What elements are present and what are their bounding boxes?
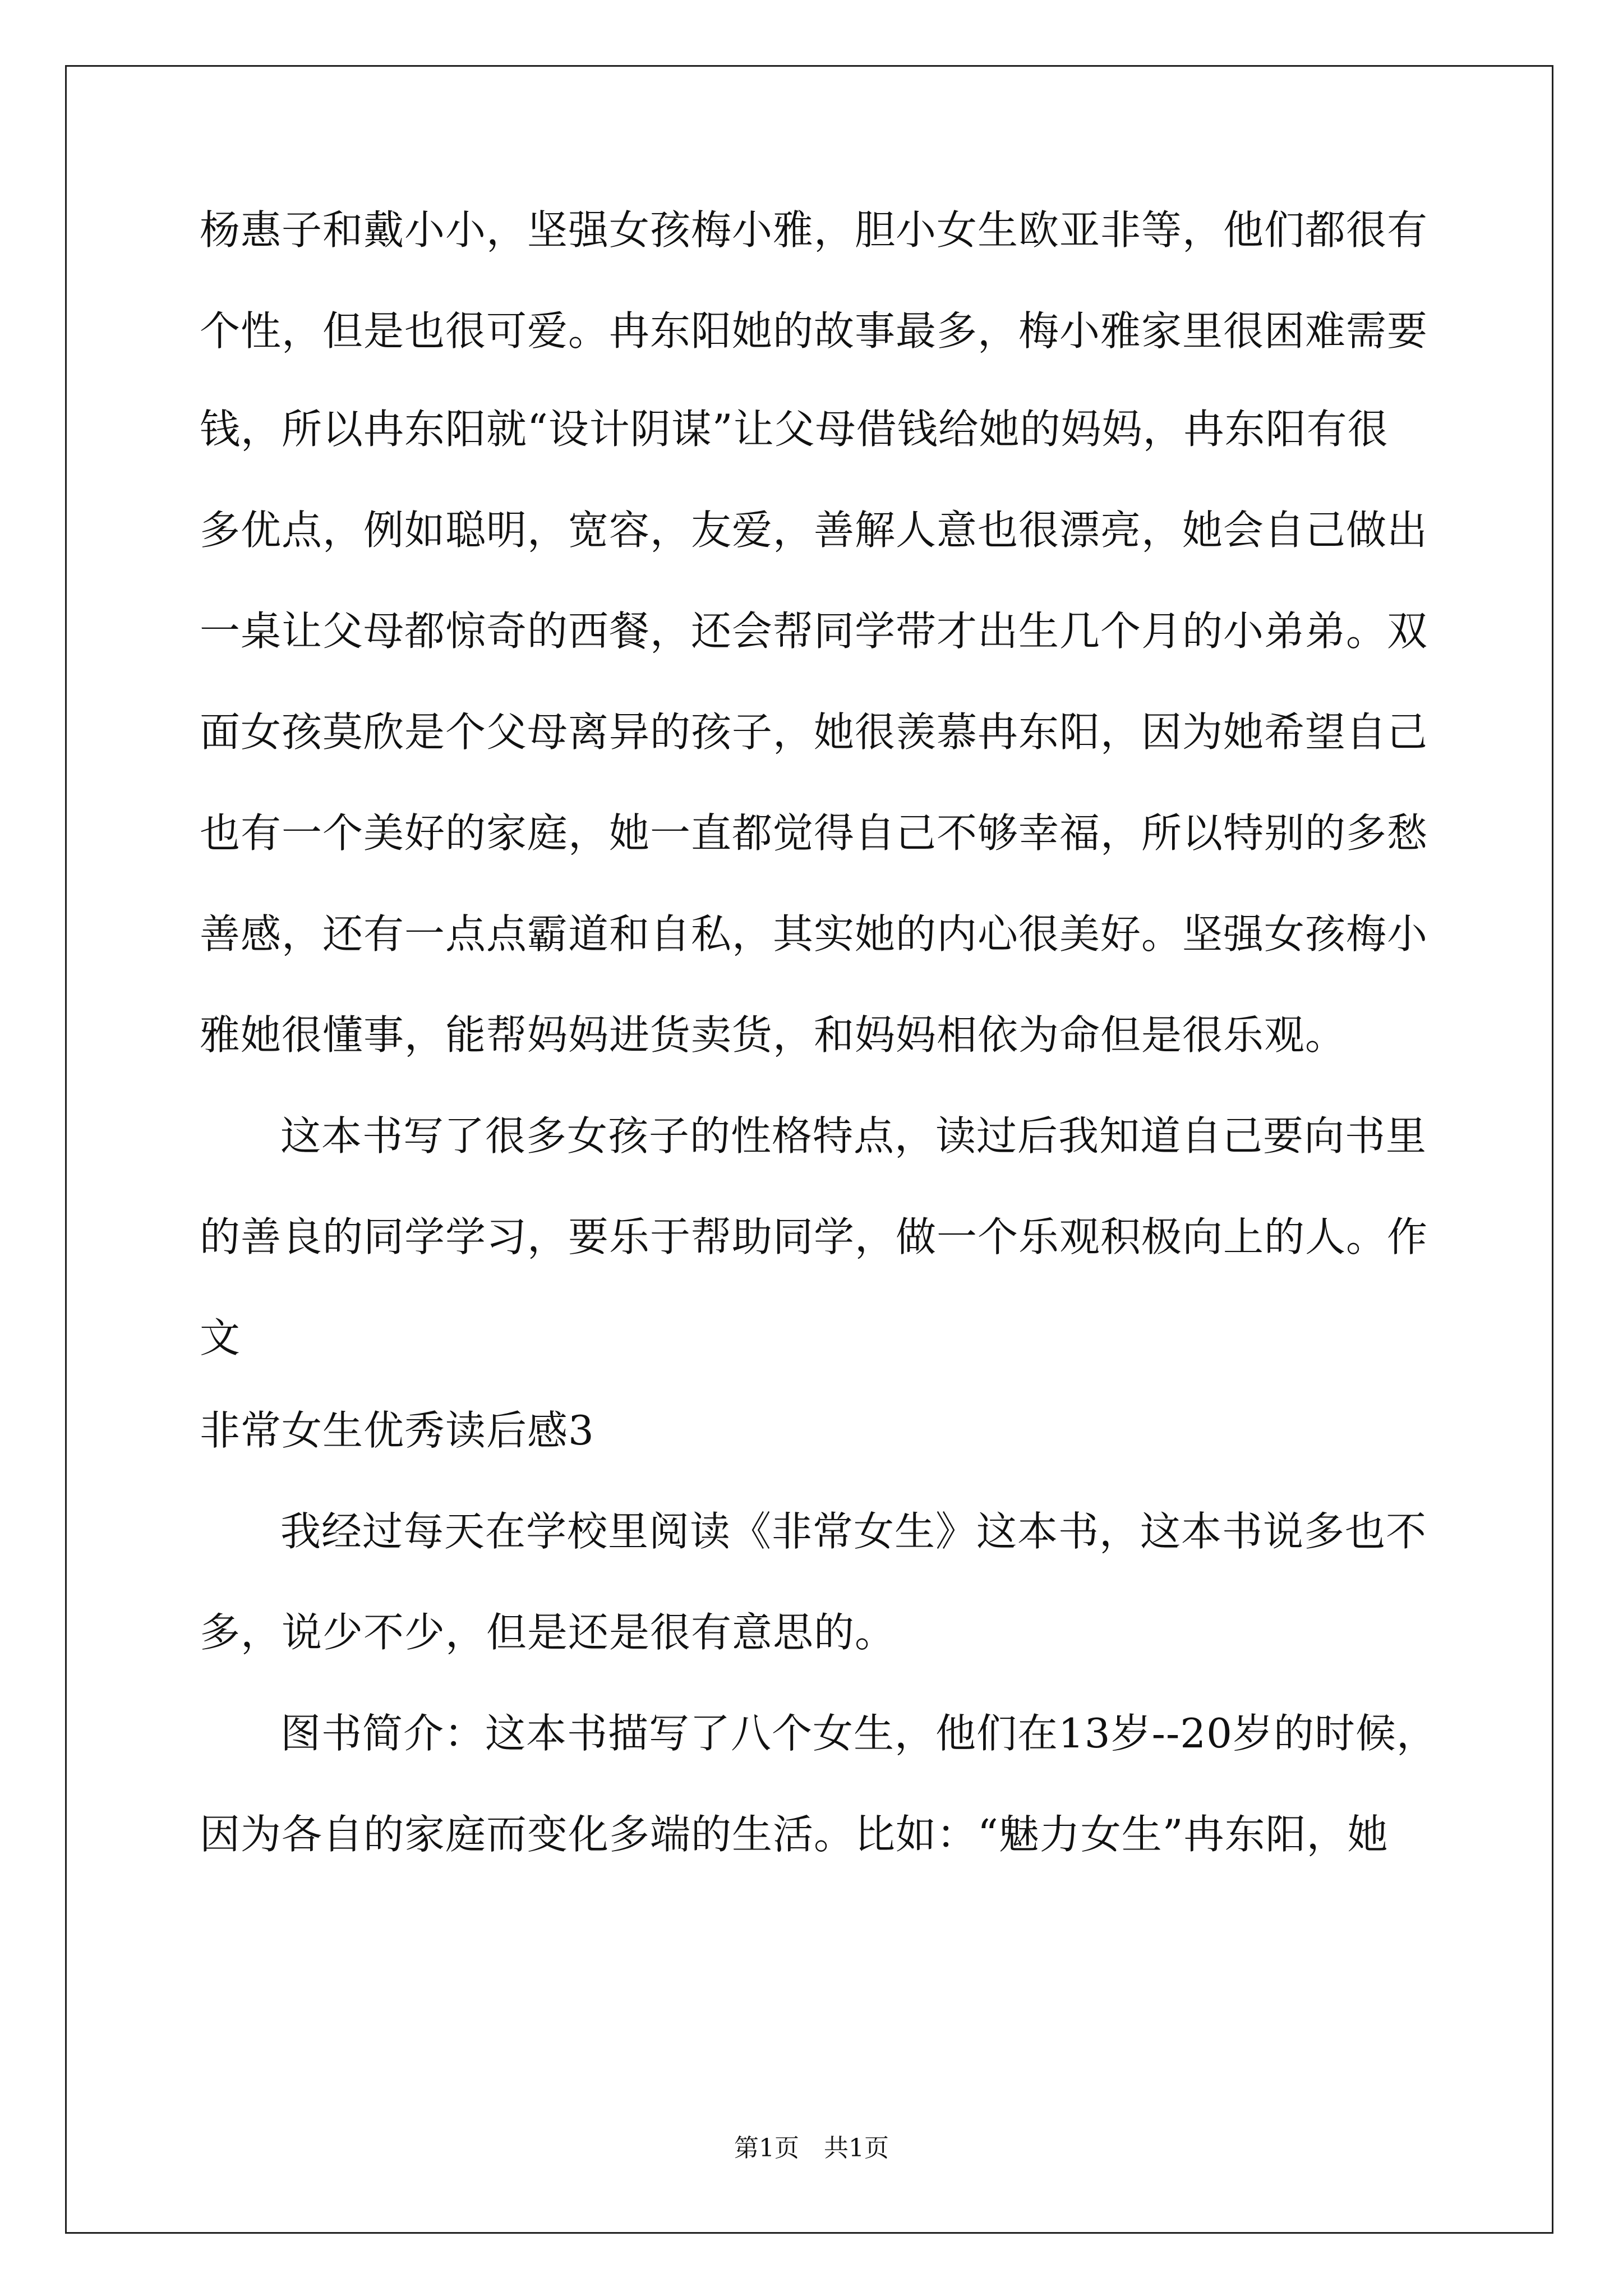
text-line: 钱，所以冉东阳就“设计阴谋”让父母借钱给她的妈妈，冉东阳有很 [200, 406, 1389, 453]
text-line: 多，说少不少，但是还是很有意思的。 [200, 1609, 896, 1656]
text-line: 多优点，例如聪明，宽容，友爱，善解人意也很漂亮，她会自己做出 [200, 507, 1428, 554]
text-line: 个性，但是也很可爱。冉东阳她的故事最多，梅小雅家里很困难需要 [200, 307, 1428, 355]
text-line: 我经过每天在学校里阅读《非常女生》这本书，这本书说多也不 [280, 1508, 1427, 1555]
page-number: 第1页 共1页 [734, 2134, 889, 2162]
section-heading: 非常女生优秀读后感3 [200, 1407, 594, 1454]
text-line: 图书简介：这本书描写了八个女生，他们在13岁--20岁的时候， [280, 1710, 1437, 1757]
text-line: 这本书写了很多女孩子的性格特点，读过后我知道自己要向书里 [280, 1112, 1427, 1159]
text-line: 杨惠子和戴小小，坚强女孩梅小雅，胆小女生欧亚非等，他们都很有 [200, 206, 1428, 254]
text-line: 面女孩莫欣是个父母离异的孩子，她很羡慕冉东阳，因为她希望自己 [200, 708, 1428, 756]
text-line: 因为各自的家庭而变化多端的生活。比如：“魅力女生”冉东阳，她 [200, 1811, 1389, 1858]
text-line: 雅她很懂事，能帮妈妈进货卖货，和妈妈相依为命但是很乐观。 [200, 1011, 1347, 1059]
text-line: 文 [200, 1314, 241, 1361]
text-line: 善感，还有一点点霸道和自私，其实她的内心很美好。坚强女孩梅小 [200, 910, 1428, 958]
text-line: 一桌让父母都惊奇的西餐，还会帮同学带才出生几个月的小弟弟。双 [200, 608, 1428, 655]
text-line: 的善良的同学学习，要乐于帮助同学，做一个乐观积极向上的人。作 [200, 1213, 1428, 1260]
text-line: 也有一个美好的家庭，她一直都觉得自己不够幸福，所以特别的多愁 [200, 809, 1428, 857]
